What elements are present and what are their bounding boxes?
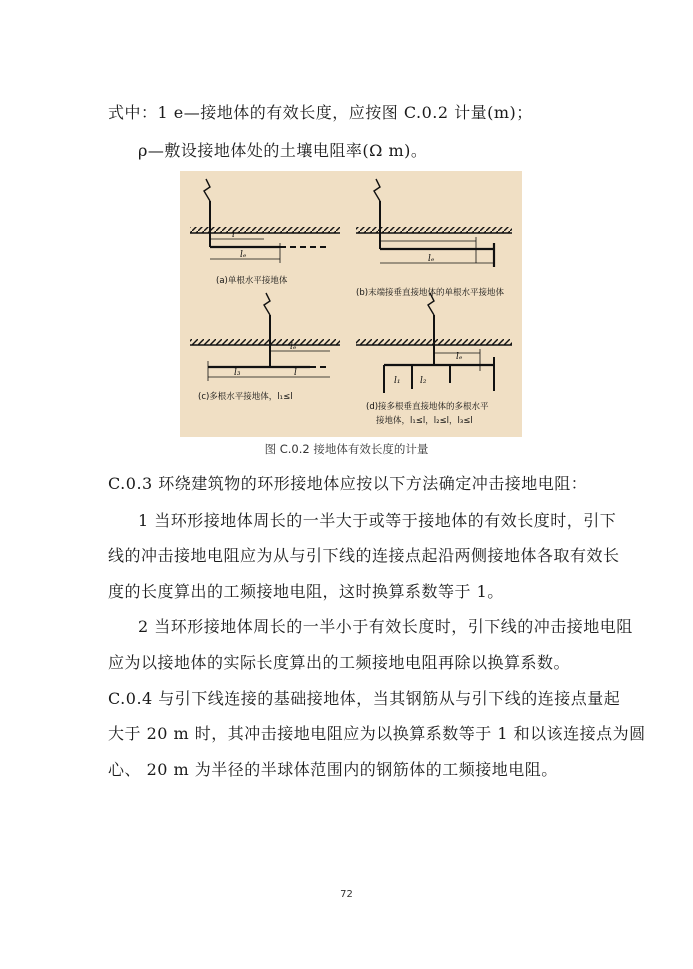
panel-c-drawing xyxy=(190,293,340,381)
panel-a-label-le: lₑ xyxy=(240,250,247,260)
body-line-7: 2 当环形接地体周长的一半小于有效长度时，引下线的冲击接地电阻 xyxy=(138,617,633,636)
panel-d-caption-line2: 接地体，l₁≤l，l₂≤l，l₃≤l xyxy=(376,416,473,426)
panel-a-caption: (a)单根水平接地体 xyxy=(216,276,288,286)
panel-d-label-le: lₑ xyxy=(456,352,463,362)
page-number: 72 xyxy=(340,889,353,900)
panel-d-label-l2: l₂ xyxy=(420,376,427,386)
panel-c-label-l3: l₃ xyxy=(234,368,241,378)
panel-c-label-le: lₑ xyxy=(290,342,297,352)
figure-caption: 图 C.0.2 接地体有效长度的计量 xyxy=(264,442,429,456)
body-line-2: ρ—敷设接地体处的土壤电阻率(Ω m)。 xyxy=(138,141,428,160)
body-line-3: C.0.3 环绕建筑物的环形接地体应按以下方法确定冲击接地电阻： xyxy=(108,474,588,493)
panel-d-label-l1: l₁ xyxy=(394,376,401,386)
panel-a-label-l: l xyxy=(232,230,235,240)
body-line-9: C.0.4 与引下线连接的基础接地体，当其钢筋从与引下线的连接点量起 xyxy=(108,689,621,708)
panel-b-label-le: lₑ xyxy=(428,254,435,264)
body-line-5: 线的冲击接地电阻应为从与引下线的连接点起沿两侧接地体各取有效长 xyxy=(108,546,620,565)
panel-c-caption: (c)多根水平接地体，l₁≤l xyxy=(198,392,293,402)
body-line-1: 式中：1 e—接地体的有效长度，应按图 C.0.2 计量(m)； xyxy=(108,103,533,122)
body-line-4: 1 当环形接地体周长的一半大于或等于接地体的有效长度时，引下 xyxy=(138,511,617,530)
body-line-6: 度的长度算出的工频接地电阻，这时换算系数等于 1。 xyxy=(108,582,504,601)
body-line-8: 应为以接地体的实际长度算出的工频接地电阻再除以换算系数。 xyxy=(108,653,571,672)
grounding-figure xyxy=(180,171,522,437)
panel-a-drawing xyxy=(190,179,340,263)
panel-b-caption: (b)末端接垂直接地体的单根水平接地体 xyxy=(356,288,505,298)
figure-drawing xyxy=(180,171,522,437)
body-line-10: 大于 20 m 时，其冲击接地电阻应为以换算系数等于 1 和以该连接点为圆 xyxy=(108,724,646,743)
body-line-11: 心、 20 m 为半径的半球体范围内的钢筋体的工频接地电阻。 xyxy=(108,760,558,779)
panel-d-caption-line1: (d)接多根垂直接地体的多根水平 xyxy=(366,402,489,412)
panel-d-drawing xyxy=(356,293,512,393)
panel-c-label-l: l xyxy=(294,368,297,378)
